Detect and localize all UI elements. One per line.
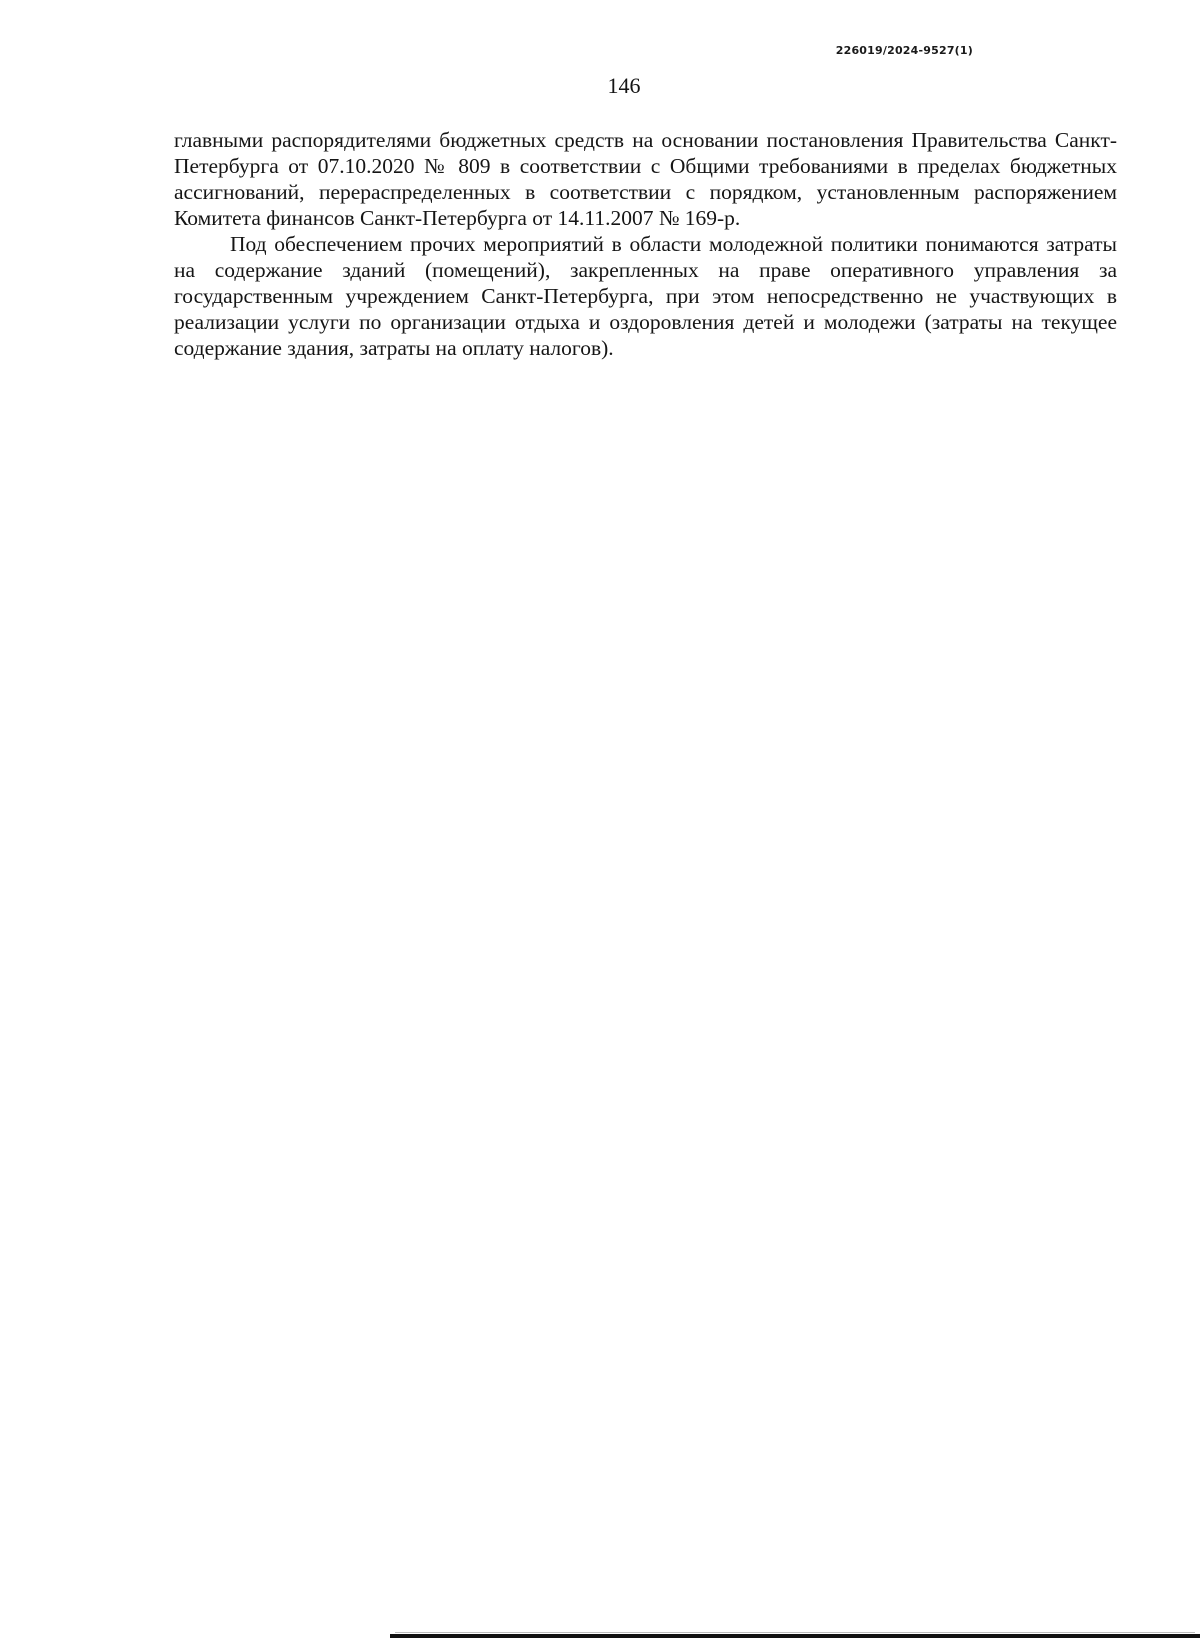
page-number: 146 [607,73,641,98]
paragraph-continuation: главными распорядителями бюджетных средств на основании постановления Правительства Санкт-Петербурга от 07.10.2020 № 809 в соответствии с Общими требованиями в пределах бюджетных ассигнований, перераспределенных в соответствии с порядком, установленным распоряжением Комитета финансов Санкт-Петербурга от 14.11.2007 № 169-р. [174,128,1117,230]
scan-edge-line [390,1634,1200,1638]
document-id-stamp: 226019/2024-9527(1) [835,44,973,57]
document-body [174,127,1117,361]
scan-edge-shadow [395,1632,1195,1633]
paragraph-other-activities: Под обеспечением прочих мероприятий в области молодежной политики понимаются затраты на содержание зданий (помещений), закрепленных на праве оперативного управления за государственным учреждением Санкт-Петербурга, при этом непосредственно не участвующих в реализации услуги по организации отдыха и оздоровления детей и молодежи (затраты на текущее содержание здания, затраты на оплату налогов). [174,232,1117,360]
